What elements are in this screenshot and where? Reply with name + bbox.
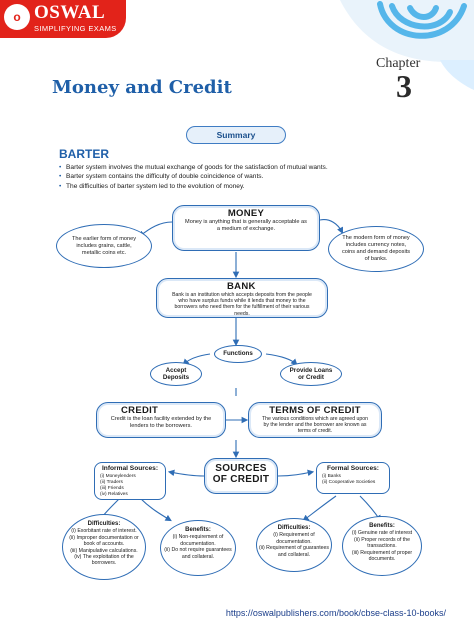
sources-title-line1: SOURCES [215,463,267,474]
money-earlier-form: The earlier form of money includes grains, cattle, metallic coins etc. [56,224,152,268]
chapter-number: 3 [396,68,412,104]
credit-text: Credit is the loan facility extended by the lenders to the borrowers. [110,416,212,429]
list-item: (ii) Requirement of guarantees and collateral. [258,545,330,558]
credit-box [96,402,226,438]
list-item: (ii) Cooperative Societies [322,480,376,485]
informal-difficulties-circle [62,514,146,580]
brand-name: OSWAL [34,2,106,23]
list-item: (i) Moneylenders [100,474,136,479]
chapter-label: Chapter [376,56,421,71]
informal-benefits-title: Benefits: [185,527,211,533]
list-item: (iii) Requirement of proper documents. [351,549,413,563]
page-title: Money and Credit [52,77,232,98]
formal-difficulties-title: Difficulties: [277,525,311,531]
list-item: (ii) Improper documentation or book of accounts. [69,534,139,548]
bank-title: BANK [227,281,256,292]
informal-difficulties-title: Difficulties: [87,521,121,527]
formal-sources-title: Formal Sources: [326,465,380,472]
formal-benefits-title: Benefits: [369,523,395,529]
list-item: (iv) Relatives [100,492,128,497]
list-item: (i) Non-requirement of documentation. [172,534,224,547]
functions-oval: Functions [214,345,262,363]
list-item: (ii) Traders [100,480,123,485]
list-item: (i) Exorbitant rate of interest. [71,528,137,535]
informal-benefits-circle [160,520,236,576]
brand-logo-mark: o [4,4,30,30]
terms-text: The various conditions which are agreed upon by the lender and the borrower are known as terms of credit. [261,416,369,435]
accept-deposits-oval: Accept Deposits [150,362,202,386]
sources-of-credit-box [204,458,278,494]
provide-loans-oval: Provide Loans or Credit [280,362,342,386]
sources-title-line2: OF CREDIT [212,474,270,485]
bank-text: Bank is an institution which accepts deposits from the people who have surplus funds while it lends that money to the borrowers who need them for the fulfillment of their various needs. [172,292,312,317]
footer-link[interactable]: https://oswalpublishers.com/book/cbse-class-10-books/ [225,608,446,618]
list-item: (iii) Manipulative calculations. [70,547,138,554]
formal-sources-box [316,462,390,494]
list-item: • The difficulties of barter system led to the evolution of money. [59,182,389,191]
terms-of-credit-box [248,402,382,438]
list-item: (ii) Proper records of the transactions. [354,536,410,550]
summary-label: Summary [186,126,286,144]
list-item: • Barter system contains the difficulty of double coincidence of wants. [59,172,389,181]
list-item: (i) Banks [322,474,341,479]
terms-title: TERMS OF CREDIT [269,405,361,416]
list-item: (iii) Friends [100,486,124,491]
list-item: • Barter system involves the mutual exchange of goods for the satisfaction of mutual wants. [59,163,389,172]
barter-heading: BARTER [59,147,109,161]
list-item: (i) Genuine rate of interest [351,530,413,537]
formal-benefits-circle [342,516,422,576]
money-box [172,205,320,251]
list-item: (i) Requirement of documentation. [273,532,315,545]
credit-title: CREDIT [121,405,159,416]
list-item: (ii) Do not require guarantees and collateral. [164,547,232,560]
bank-box [156,278,328,318]
list-item: (iv) The exploitation of the borrowers. [74,554,134,567]
informal-sources-box [94,462,166,500]
barter-bullets [59,163,389,191]
informal-sources-title: Informal Sources: [101,465,159,472]
formal-difficulties-circle [256,518,332,572]
money-text: Money is anything that is generally acceptable as a medium of exchange. [185,219,307,232]
money-modern-form: The modern form of money includes currency notes, coins and demand deposits of banks. [328,226,424,272]
money-title: MONEY [227,208,265,219]
brand-tagline: SIMPLIFYING EXAMS [34,24,117,33]
